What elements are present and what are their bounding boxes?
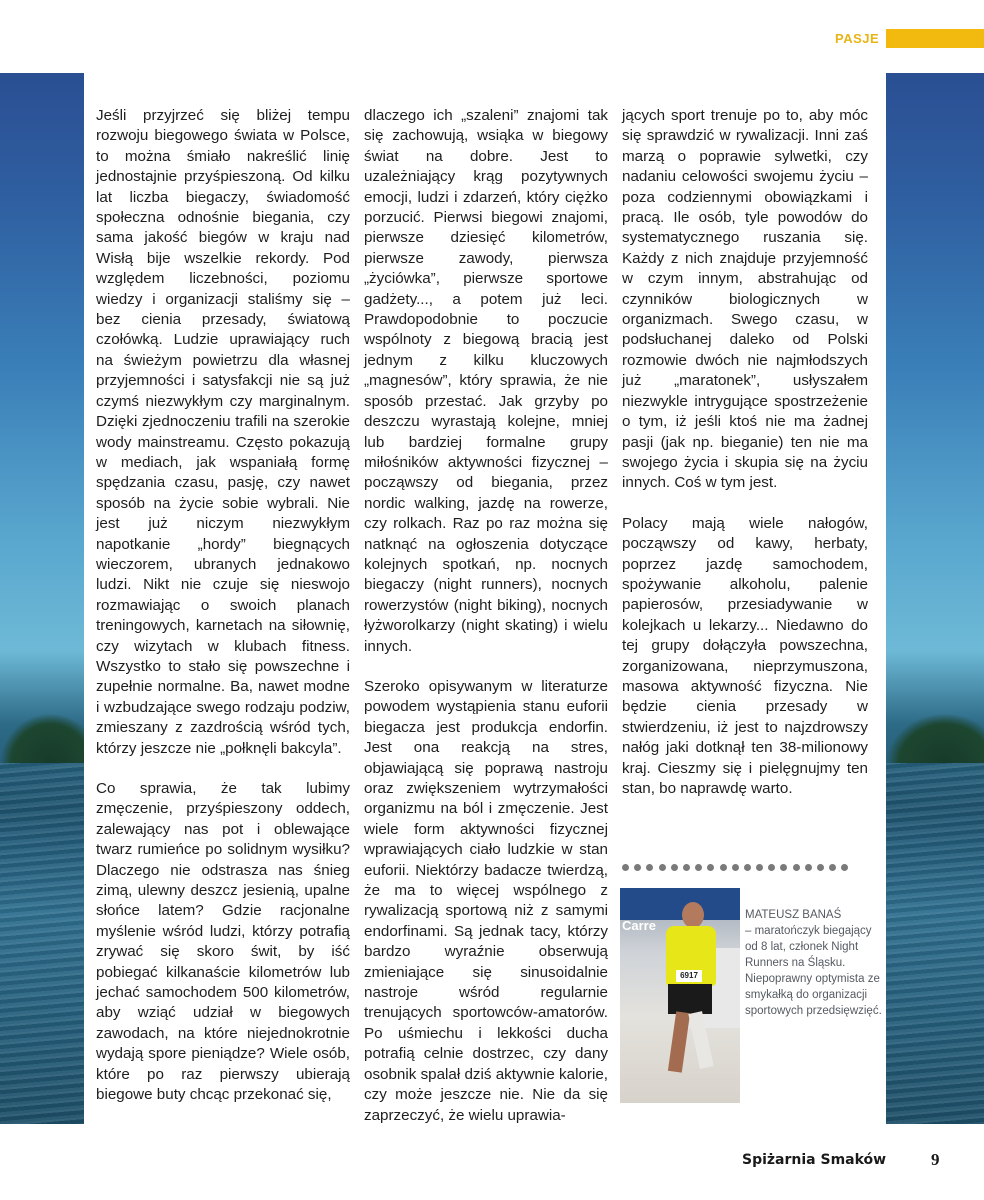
article-column-2 <box>364 106 608 1126</box>
author-photo <box>620 888 740 1103</box>
author-caption <box>745 907 885 1019</box>
paragraph: Co sprawia, że tak lubimy zmęczenie, przyśpieszony oddech, zalewający nas pot i oblewające twarz rumieńce po solidnym wysiłku? Dlaczego nie odstrasza nas śnieg zimą, ulewny deszcz jesienią, upalne słońce latem? Gdzie racjonalne myślenie wśród ludzi, którzy potrafią zrywać się skoro świt, by iść pobiegać kilkanaście kilometrów lub jechać samochodem 500 kilometrów, aby wziąć udział w biegowych zawodach, na które niejednokrotnie wydają spore pieniądze? Wiele osób, które po raz pierwszy ubierają biegowe buty chcąc przekonać się, <box>96 780 350 1104</box>
sea-waves <box>0 763 84 1124</box>
article-column-3 <box>622 106 868 799</box>
sea-photo-right <box>886 73 984 1124</box>
island-silhouette <box>0 713 84 763</box>
race-bib: 6917 <box>676 970 702 982</box>
sea-photo-left <box>0 73 84 1124</box>
dotted-divider <box>622 858 868 872</box>
paragraph: dlaczego ich „szaleni” znajomi tak się zachowują, wsiąka w biegowy świat na dobre. Jest to uzależniający krąg pozytywnych emocji, ludzi i zdarzeń, który ciężko porzucić. Pierwsi biegowi znajomi, pierwsze dziesięć kilometrów, pierwsze zawody, pierwsza „życiówka”, pierwsze sportowe gadżety..., a potem już leci. Prawdopodobnie to poczucie wspólnoty z biegową bracią jest jednym z kilku kluczowych „magnesów”, który sprawia, że nie sposób przestać. Jak grzyby po deszczu wyrastają kolejne, mniej lub bardziej formalne grupy miłośników aktywności fizycznej – począwszy od biegania, przez nordic walking, jazdę na rowerze, czy rolkach. Raz po raz można się natknąć na ogłoszenia dotyczące kolejnych spotkań, np. nocnych biegaczy (night runners), nocnych rowerzystów (night biking), nocnych łyżworolkarzy (night skating) i wielu innych. <box>364 107 608 655</box>
article-column-1 <box>96 106 350 1106</box>
section-tab-bar <box>886 29 984 48</box>
sea-waves <box>886 763 984 1124</box>
author-bio: – maratończyk biegający od 8 lat, członek Night Runners na Śląsku. Niepoprawny optymista ze smykałką do organizacji sportowych przedsięwzięć. <box>745 925 882 1017</box>
photo-banner-text: Carre <box>622 918 656 933</box>
paragraph: jących sport trenuje po to, aby móc się sprawdzić w rywalizacji. Inni zaś marzą o poprawie sylwetki, czy nadaniu celowości swojemu życiu – poza codziennymi obowiązkami i pracą. Ile osób, tyle powodów do systematycznego ruszania się. Każdy z nich znajduje przyjemność w czym innym, abstrahując od czynników biologicznych w organizmach. Swego czasu, w podsłuchanej daleko od Polski rozmowie dwóch nie najmłodszych już „maratonek”, usłyszałem niezwykle intrygujące spostrzeżenie o tym, iż jeśli ktoś nie ma żadnej pasji (jak np. bieganie) ten nie ma swojego życia i skupia się na życiu innych. Coś w tym jest. <box>622 107 868 492</box>
paragraph: Jeśli przyjrzeć się bliżej tempu rozwoju biegowego świata w Polsce, to można śmiało nakreślić linię jednostajnie przyśpieszoną. Od kilku lat liczba biegaczy, świadomość społeczna odnośnie biegania, czy sama jakość biegów w kraju nad Wisłą bije wszelkie rekordy. Pod względem liczebności, poziomu wiedzy i organizacji staliśmy się – bez cienia przesady, światową czołówką. Ludzie uprawiający ruch na świeżym powietrzu dla własnej przyjemności i satysfakcji nie są już czymś niezwykłym czy marginalnym. Dzięki zjednoczeniu trafili na szerokie wody mainstreamu. Często pokazują w mediach, jak wspaniałą formę spędzania czasu, pasję, czy nawet sposób na życie sobie wybrali. Nie jest już niczym niezwykłym napotkanie „hordy” biegnących wieczorem, ubranych jednakowo ludzi. Nikt nie czuje się nieswojo rozmawiając o swoich planach treningowych, karnetach na siłownię, czy wizytach w klubach fitness. Wszystko to stało się powszechne i zupełnie normalne. Ba, nawet modne i wzbudzające swego rodzaju podziw, zmieszany z zazdrością wśród tych, którzy jeszcze nie „połknęli bakcyla”. <box>96 107 350 757</box>
author-name: MATEUSZ BANAŚ <box>745 909 842 921</box>
page-number: 9 <box>931 1150 940 1169</box>
section-label: PASJE <box>835 31 880 46</box>
island-silhouette <box>886 713 984 763</box>
magazine-title: Spiżarnia Smaków <box>742 1152 887 1168</box>
paragraph: Szeroko opisywanym w literaturze powodem wystąpienia stanu euforii biegacza jest produkcja endorfin. Jest ona reakcją na stres, objawiającą się poprawą nastroju oraz zwiększeniem wytrzymałości organizmu na ból i zmęczenie. Jest wiele form aktywności fizycznej wprawiających ciało ludzkie w stan euforii. Niektórzy badacze twierdzą, że ma to więcej wspólnego z rywalizacją sportową niż z samymi endorfinami. Są jednak tacy, którzy bardzo wyraźnie obserwują zmieniające się sinusoidalnie nastroje wśród regularnie trenujących sportowców-amatorów. Po uśmiechu i lekkości ducha potrafią celnie dostrzec, czy dany osobnik spalał dziś aktywnie kalorie, czy może jeszcze nie. Nie da się zaprzeczyć, że wielu uprawia- <box>364 677 608 1124</box>
paragraph: Polacy mają wiele nałogów, począwszy od kawy, herbaty, poprzez jazdę samochodem, spożywanie alkoholu, palenie papierosów, przesiadywanie w kolejkach u lekarzy... Niedawno do tej grupy dołączyła powszechna, zorganizowana, nieprzymuszona, masowa aktywność fizyczna. Nie będzie cienia przesady w stwierdzeniu, iż jest to najzdrowszy nałóg jaki dotknął ten 38-milionowy kraj. Cieszmy się i pielęgnujmy ten stan, bo naprawdę warto. <box>622 514 868 797</box>
